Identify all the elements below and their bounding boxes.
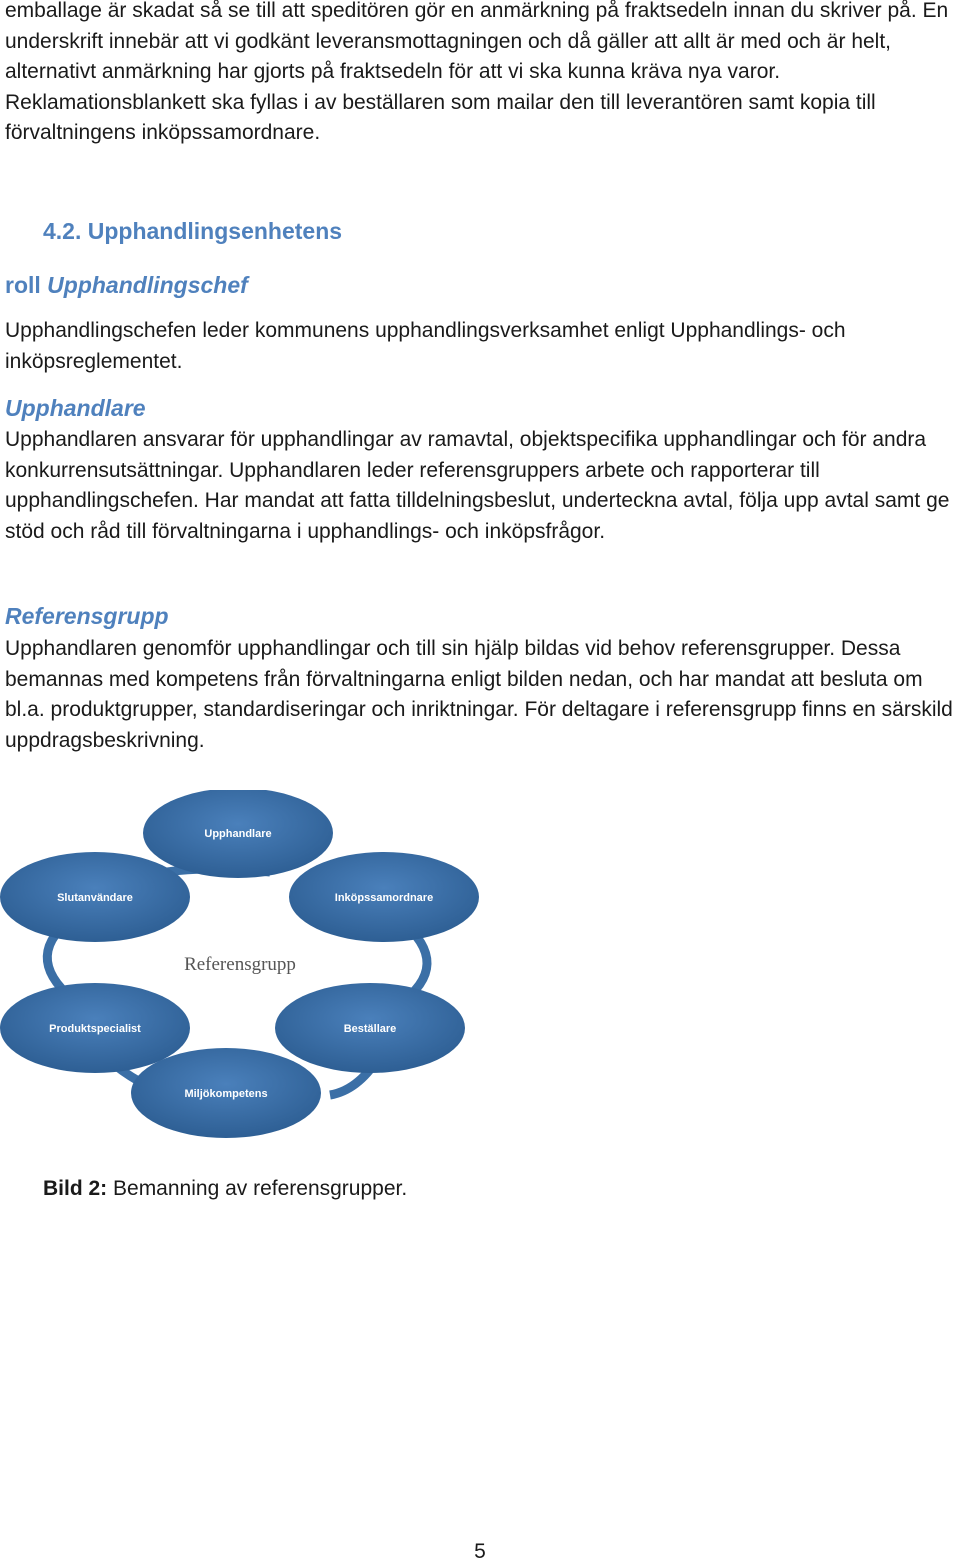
node-miljokompetens: [131, 1048, 321, 1138]
caption-label: Bild 2:: [43, 1177, 108, 1200]
node-upphandlare: [143, 790, 333, 878]
node-bestallare: [275, 983, 465, 1073]
figure-caption: [43, 1177, 407, 1201]
role-title: Upphandlingschef: [47, 272, 248, 298]
chef-paragraph: Upphandlingschefen leder kommunens upphandlingsverksamhet enligt Upphandlings- och inköpsreglementet.: [5, 319, 846, 373]
referensgrupp-heading: Referensgrupp: [5, 603, 169, 629]
upphandlare-heading: Upphandlare: [5, 395, 146, 421]
node-label: Inköpssamordnare: [334, 892, 434, 904]
referensgrupp-diagram: [0, 790, 960, 1150]
node-label: Miljökompetens: [184, 1088, 268, 1100]
node-label: Produktspecialist: [49, 1023, 141, 1035]
referensgrupp-paragraph: Upphandlaren genomför upphandlingar och till sin hjälp bildas vid behov referensgrupper. Dessa bemannas med kompetens från förvaltningarna enligt bilden nedan, och har mandat att besluta om bl.a. produktgrupper, standardiseringar och inriktningar. För deltagare i referensgrupp finns en särskild uppdragsbeskrivning.: [5, 637, 953, 752]
node-produktspecialist: [0, 983, 190, 1073]
node-label: Upphandlare: [204, 828, 272, 840]
caption-text: Bemanning av referensgrupper.: [107, 1177, 408, 1200]
diagram-center-label: Referensgrupp: [184, 954, 296, 975]
upphandlare-paragraph: Upphandlaren ansvarar för upphandlingar av ramavtal, objektspecifika upphandlingar och för andra konkurrensutsättningar. Upphandlaren leder referensgruppers arbete och rapporterar till upphandlingschefen. Har mandat att fatta tilldelningsbeslut, underteckna avtal, följa upp avtal samt ge stöd och råd till förvaltningarna i upphandlings- och inköpsfrågor.: [5, 428, 950, 543]
page-number: 5: [474, 1540, 486, 1563]
node-label: Slutanvändare: [57, 892, 133, 904]
node-slutanvandare: [0, 852, 190, 942]
intro-paragraph: emballage är skadat så se till att speditören gör en anmärkning på fraktsedeln innan du skriver på. En underskrift innebär att vi godkänt leveransmottagningen och då gäller att allt är med och är helt, alternativt anmärkning har gjorts på fraktsedeln för att vi ska kunna kräva nya varor. Reklamationsblankett ska fyllas i av beställaren som mailar den till leverantören samt kopia till förvaltningens inköpssamordnare.: [5, 0, 949, 145]
node-inkopssamordnare: [289, 852, 479, 942]
role-prefix: roll: [5, 272, 41, 298]
role-heading: [5, 272, 248, 299]
section-heading: 4.2. Upphandlingsenhetens: [43, 218, 343, 244]
node-label: Beställare: [343, 1023, 397, 1035]
